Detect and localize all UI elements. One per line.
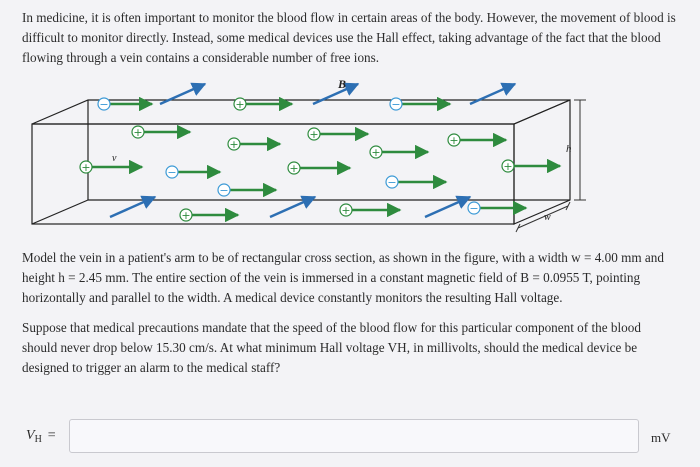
svg-text:−: − xyxy=(167,166,177,179)
positive-ion xyxy=(288,162,300,175)
negative-ion xyxy=(218,184,230,197)
answer-row xyxy=(0,408,700,458)
label-w: w xyxy=(544,212,551,223)
field-arrow xyxy=(313,84,358,104)
positive-ion xyxy=(370,146,382,159)
label-B: B xyxy=(338,77,347,91)
negative-ion xyxy=(386,176,398,189)
field-arrows xyxy=(110,84,515,217)
positive-ion xyxy=(132,126,144,139)
positive-ion xyxy=(234,98,246,111)
positive-ion xyxy=(340,204,352,217)
svg-text:+: + xyxy=(133,126,143,139)
positive-ion xyxy=(80,161,92,174)
svg-text:+: + xyxy=(181,209,191,222)
positive-ion xyxy=(308,128,320,141)
negative-ion xyxy=(166,166,178,179)
svg-text:+: + xyxy=(309,128,319,141)
positive-ion xyxy=(502,160,514,173)
svg-text:−: − xyxy=(469,202,479,215)
negative-ion xyxy=(468,202,480,215)
label-h: h xyxy=(566,143,572,155)
negative-ion xyxy=(98,98,110,111)
vein-diagram xyxy=(30,72,590,242)
field-arrow xyxy=(470,84,515,104)
positive-ions xyxy=(80,98,514,222)
answer-label: $V_H$ = xyxy=(26,428,56,445)
unit-label: mV xyxy=(651,430,671,445)
flow-arrows xyxy=(90,104,560,215)
positive-ion xyxy=(180,209,192,222)
svg-text:+: + xyxy=(289,162,299,175)
height-dimension xyxy=(574,100,586,200)
svg-text:+: + xyxy=(235,98,245,111)
svg-text:−: − xyxy=(99,98,109,111)
hall-voltage-input[interactable] xyxy=(69,419,639,453)
field-arrow xyxy=(160,84,205,104)
model-paragraph: Model the vein in a patient's arm to be of rectangular cross section, as shown in the figure, with a width w = 4.00 mm and height h = 2.45 mm. The entire section of the vein is immersed in a constant magnetic field of B = 0.0955 T, pointing horizontally and parallel to the width. A medical device constantly monitors the resulting Hall voltage. xyxy=(22,250,664,305)
width-dimension xyxy=(516,202,570,232)
svg-text:+: + xyxy=(449,134,459,147)
svg-text:+: + xyxy=(81,161,91,174)
svg-text:+: + xyxy=(341,204,351,217)
svg-text:+: + xyxy=(503,160,513,173)
label-v: v xyxy=(112,153,117,164)
intro-paragraph: In medicine, it is often important to monitor the blood flow in certain areas of the body. However, the movement of blood is difficult to monitor directly. Instead, some medical devices use the Hall effect, taking advantage of the fact that the blood flowing through a vein contains a considerable number of free ions. xyxy=(22,10,676,65)
positive-ion xyxy=(448,134,460,147)
question-paragraph: Suppose that medical precautions mandate that the speed of the blood flow for this particular component of the blood should never drop below 15.30 cm/s. At what minimum Hall voltage VH, in millivolts, should the medical device be designed to trigger an alarm to the medical staff? xyxy=(22,320,641,375)
svg-text:−: − xyxy=(391,98,401,111)
positive-ion xyxy=(228,138,240,151)
svg-text:−: − xyxy=(387,176,397,189)
negative-ion xyxy=(390,98,402,111)
svg-text:−: − xyxy=(219,184,229,197)
svg-text:+: + xyxy=(371,146,381,159)
negative-ions xyxy=(98,98,480,215)
svg-text:+: + xyxy=(229,138,239,151)
